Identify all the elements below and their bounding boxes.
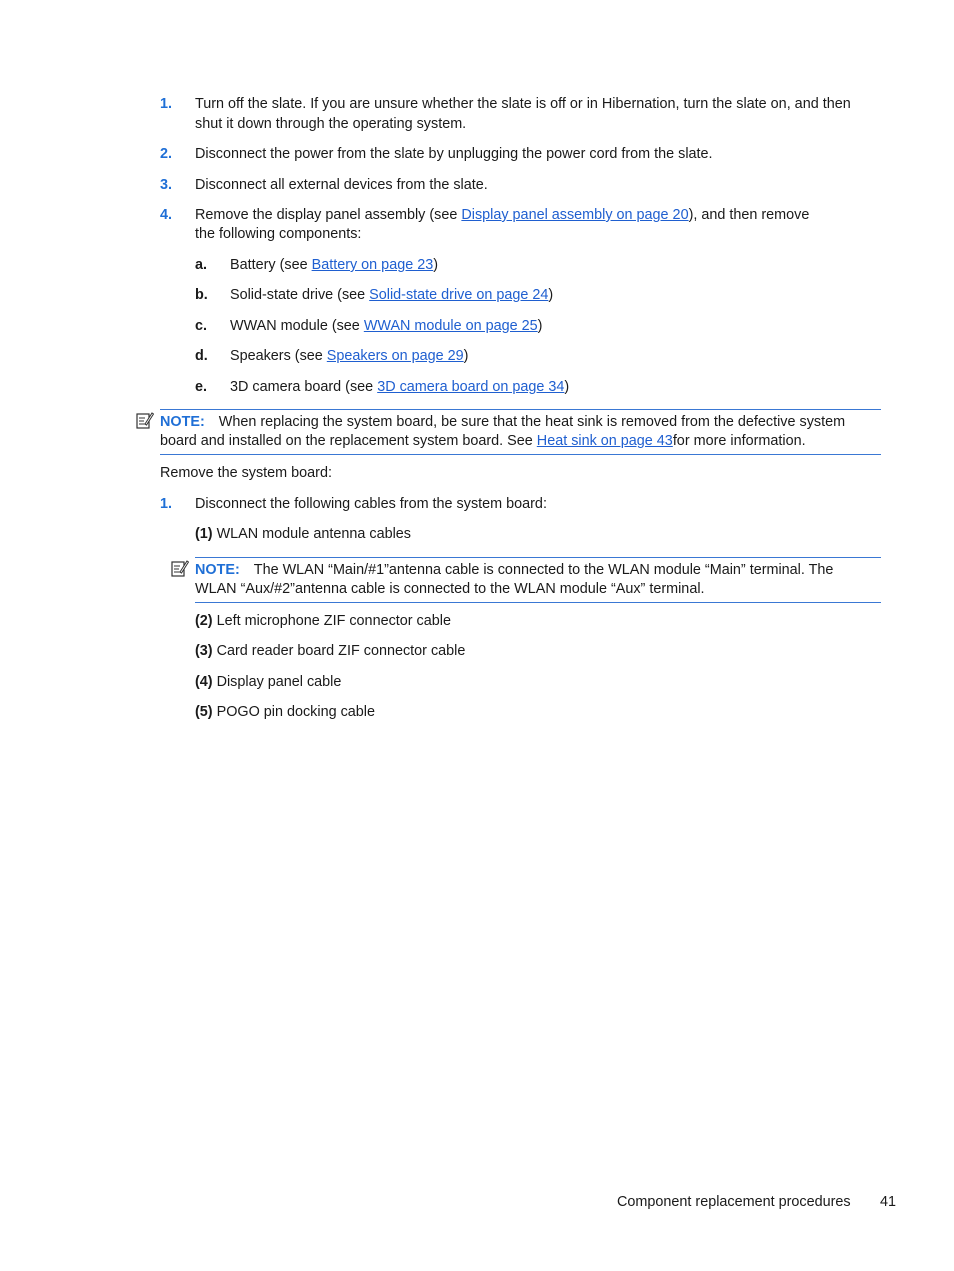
sub-item-letter: a.: [195, 257, 208, 273]
step-text: Turn off the slate. If you are unsure whether the slate is off or in Hibernation, turn the slate on, and then: [195, 96, 851, 112]
battery-link[interactable]: Battery on page 23: [311, 257, 434, 273]
cable-item: (2) Left microphone ZIF connector cable: [195, 613, 451, 629]
step-text: Disconnect all external devices from the slate.: [195, 177, 488, 193]
step-text: Remove the display panel assembly (see Display panel assembly on page 20), and then remove: [195, 207, 810, 223]
footer-section-title: Component replacement procedures: [617, 1194, 851, 1210]
note-pencil-icon: [171, 559, 189, 577]
step-number: 1.: [160, 496, 173, 512]
note-label: NOTE:: [195, 562, 240, 578]
cable-item: (3) Card reader board ZIF connector cable: [195, 643, 466, 659]
note-heat-sink: NOTE: When replacing the system board, be sure that the heat sink is removed from the defective system board and installed on the replacement system board. See Heat sink on page 43for more information.: [160, 409, 881, 455]
step-number: 1.: [160, 96, 173, 112]
display-panel-link[interactable]: Display panel assembly on page 20: [461, 207, 689, 223]
cable-item: (4) Display panel cable: [195, 674, 342, 690]
3d-camera-board-link[interactable]: 3D camera board on page 34: [377, 379, 565, 395]
sub-item-letter: c.: [195, 318, 208, 334]
heat-sink-link[interactable]: Heat sink on page 43: [536, 433, 673, 449]
sub-item-letter: b.: [195, 287, 208, 303]
footer-page-number: 41: [880, 1194, 897, 1210]
wwan-module-link[interactable]: WWAN module on page 25: [363, 318, 538, 334]
cable-item: (5) POGO pin docking cable: [195, 704, 375, 720]
step-number: 4.: [160, 207, 173, 223]
step-number: 2.: [160, 146, 173, 162]
solid-state-drive-link[interactable]: Solid-state drive on page 24: [369, 287, 549, 303]
cable-item: (1) WLAN module antenna cables: [195, 526, 411, 542]
remove-intro: Remove the system board:: [160, 465, 332, 481]
sub-item-letter: e.: [195, 379, 208, 395]
note-label: NOTE:: [160, 414, 205, 430]
step-text: Disconnect the power from the slate by unplugging the power cord from the slate.: [195, 146, 713, 162]
step-number: 3.: [160, 177, 173, 193]
note-pencil-icon: [136, 411, 154, 429]
note-wlan-antenna: NOTE: The WLAN “Main/#1”antenna cable is connected to the WLAN module “Main” terminal. The WLAN “Aux/#2”antenna cable is connected to the WLAN module “Aux” terminal.: [195, 557, 881, 603]
step-text: shut it down through the operating system.: [195, 116, 467, 132]
speakers-link[interactable]: Speakers on page 29: [326, 348, 464, 364]
step-text: the following components:: [195, 226, 362, 242]
sub-item-letter: d.: [195, 348, 208, 364]
step-text: Disconnect the following cables from the system board:: [195, 496, 547, 512]
